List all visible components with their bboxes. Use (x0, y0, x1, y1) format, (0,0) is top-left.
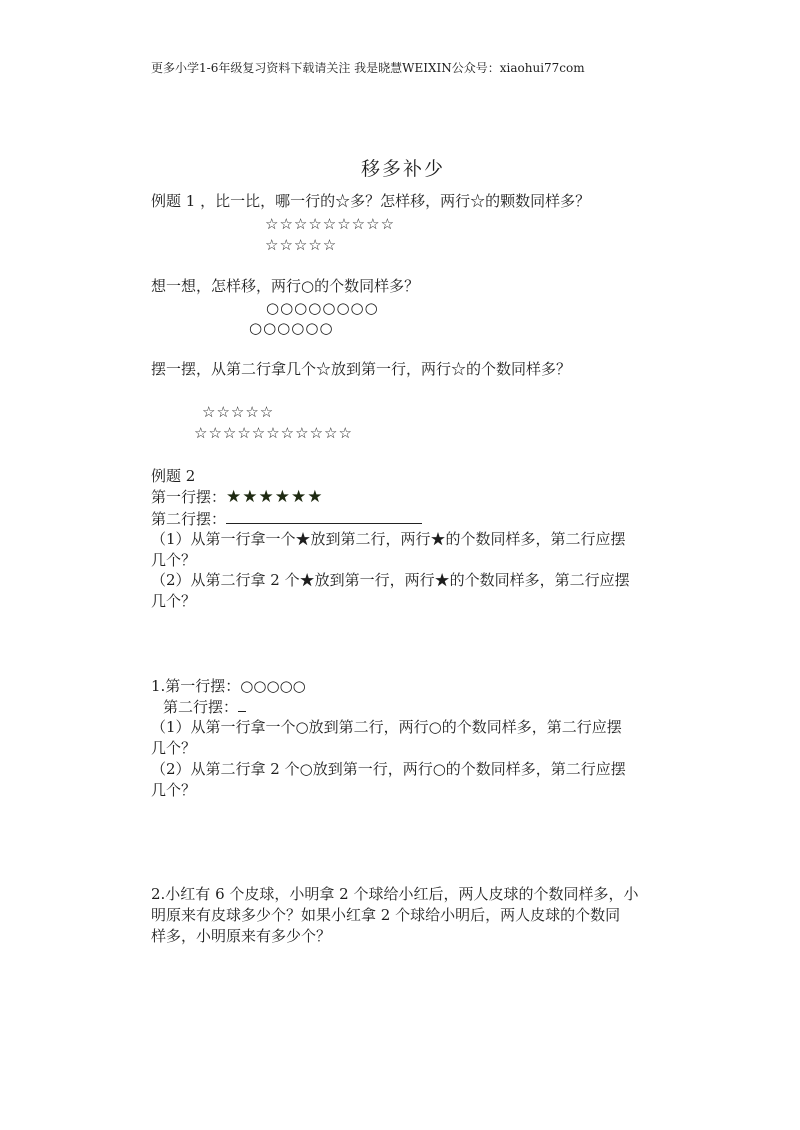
answer-blank-short[interactable] (238, 697, 246, 712)
example2-row2 (151, 508, 422, 529)
example1-think: 想一想，怎样移，两行○的个数同样多？ (151, 277, 420, 295)
example1-star-row3: ☆☆☆☆☆ (202, 403, 275, 421)
problem1-q1-line2: 几个？ (151, 739, 197, 757)
example1-star-row2: ☆☆☆☆☆ (265, 236, 338, 254)
example1-star-row1: ☆☆☆☆☆☆☆☆☆ (265, 215, 396, 233)
answer-blank-line[interactable] (226, 508, 422, 524)
problem1-q1-line1: （1）从第一行拿一个○放到第二行，两行○的个数同样多，第二行应摆 (151, 718, 622, 736)
example2-solid-stars: ★★★★★★ (226, 487, 324, 507)
problem2-line3: 样多，小明原来有多少个？ (151, 927, 332, 945)
example2-row2-label: 第二行摆： (151, 510, 227, 528)
example2-q1-line1: （1）从第一行拿一个★放到第二行，两行★的个数同样多，第二行应摆 (151, 530, 626, 548)
problem1-row2-label: 第二行摆： (163, 698, 239, 716)
page-title: 移多补少 (361, 158, 446, 180)
example2-q2-line2: 几个？ (151, 592, 197, 610)
problem1-q2-line2: 几个？ (151, 781, 197, 799)
example2-row1 (151, 487, 323, 507)
example1-circle-row2: ○○○○○○ (249, 319, 334, 337)
example1-star-row4: ☆☆☆☆☆☆☆☆☆☆☆ (194, 424, 353, 442)
example2-label: 例题 2 (151, 467, 196, 485)
problem2-line2: 明原来有皮球多少个？如果小红拿 2 个球给小明后，两人皮球的个数同 (151, 906, 621, 924)
example2-q1-line2: 几个？ (151, 551, 197, 569)
problem1-row2 (163, 697, 246, 717)
problem1-row1: 1.第一行摆：○○○○○ (151, 677, 306, 695)
page-header: 更多小学1-6年级复习资料下载请关注 我是晓慧WEIXIN公众号：xiaohui77com (151, 61, 585, 75)
example2-row1-label: 第一行摆： (151, 488, 227, 506)
example1-question: 例题 1 ，比一比，哪一行的☆多？怎样移，两行☆的颗数同样多？ (151, 192, 591, 210)
problem1-q2-line1: （2）从第二行拿 2 个○放到第一行，两行○的个数同样多，第二行应摆 (151, 760, 626, 778)
example2-q2-line1: （2）从第二行拿 2 个★放到第一行，两行★的个数同样多，第二行应摆 (151, 571, 630, 589)
problem2-line1: 2.小红有 6 个皮球，小明拿 2 个球给小红后，两人皮球的个数同样多，小 (151, 885, 639, 903)
example1-arrange: 摆一摆，从第二行拿几个☆放到第一行，两行☆的个数同样多？ (151, 360, 572, 378)
example1-circle-row1: ○○○○○○○○ (266, 299, 379, 317)
